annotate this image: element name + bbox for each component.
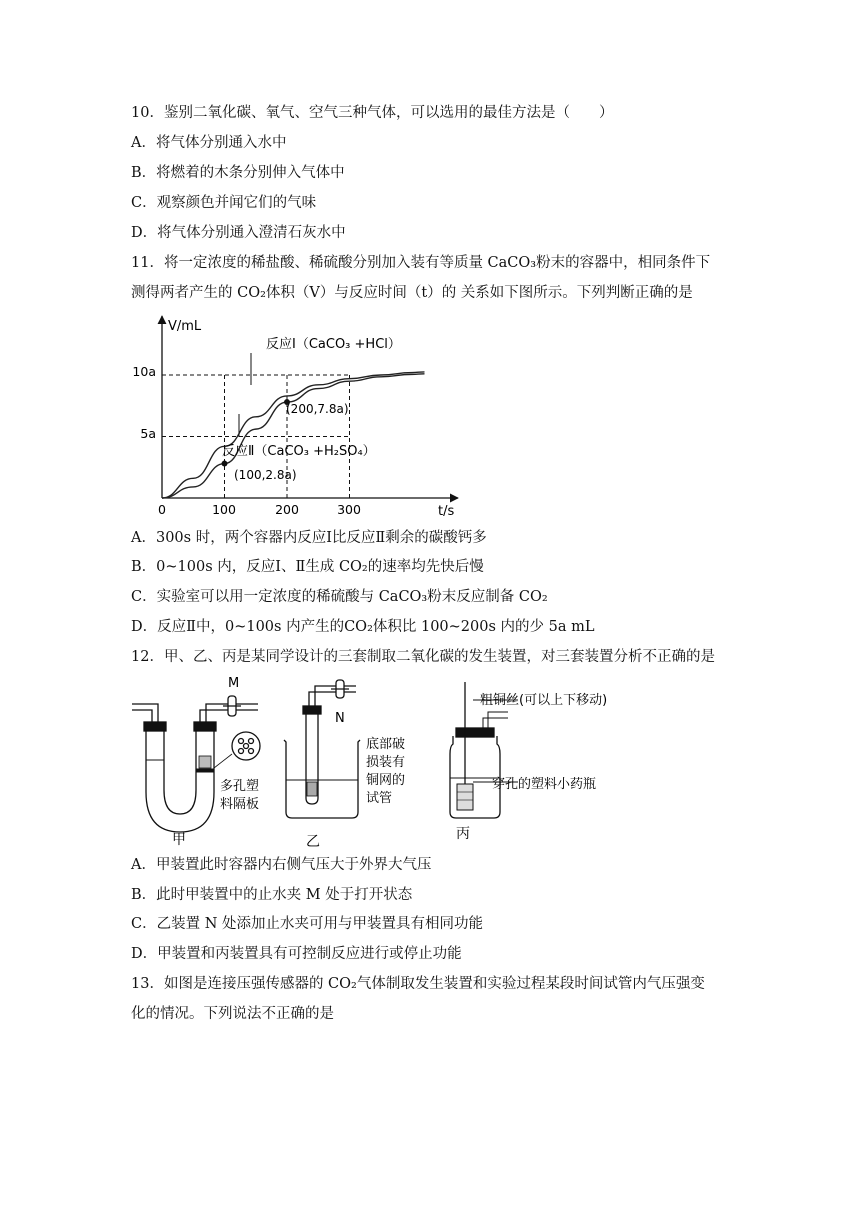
yi-note-line3: 铜网的 — [366, 773, 406, 788]
q10-stem: 10．鉴别二氧化碳、氧气、空气三种气体，可以选用的最佳方法是（ ） — [131, 105, 614, 121]
x-tick-0: 0 — [158, 502, 166, 517]
yi-stopper — [303, 706, 321, 714]
x-tick-300: 300 — [337, 502, 361, 517]
q12-stem: 12．甲、乙、丙是某同学设计的三套制取二氧化碳的发生装置，对三套装置分析不正确的是 — [131, 649, 715, 665]
jia-right-stopper — [194, 722, 216, 731]
beaker — [284, 740, 360, 818]
q12-option-d: D．甲装置和丙装置具有可控制反应进行或停止功能 — [131, 946, 462, 962]
u-tube-outer — [146, 730, 214, 832]
q10-option-b: B．将燃着的木条分别伸入气体中 — [131, 165, 345, 181]
jia-note-line2: 料隔板 — [220, 797, 260, 812]
point-100-2.8a — [222, 461, 228, 467]
apparatus-figure — [128, 672, 668, 852]
marble-chips — [199, 756, 211, 768]
q12-option-b: B．此时甲装置中的止水夹 M 处于打开状态 — [131, 887, 413, 903]
q12-option-c: C．乙装置 N 处添加止水夹可用与甲装置具有相同功能 — [131, 916, 483, 932]
yi-label: 乙 — [306, 834, 320, 850]
x-tick-100: 100 — [212, 502, 236, 517]
point-label-200: (200,7.8a) — [286, 402, 349, 416]
reaction-volume-chart — [132, 310, 466, 520]
q11-option-a: A．300s 时，两个容器内反应Ⅰ比反应Ⅱ剩余的碳酸钙多 — [131, 530, 487, 546]
bing-stopper — [456, 728, 494, 737]
y-axis-label: V/mL — [168, 319, 202, 334]
clamp-m-label: M — [228, 676, 240, 691]
x-axis-label: t/s — [438, 504, 455, 519]
y-tick-5a: 5a — [140, 426, 156, 441]
clamp-n-label: N — [335, 711, 345, 726]
bing-pipe — [483, 712, 508, 728]
x-tick-200: 200 — [275, 502, 299, 517]
perforated-vial — [457, 784, 473, 810]
q10-option-a: A．将气体分别通入水中 — [131, 135, 287, 151]
q10-option-c: C．观察颜色并闻它们的气味 — [131, 195, 317, 211]
q11-stem-line1: 11．将一定浓度的稀盐酸、稀硫酸分别加入装有等质量 CaCO₃粉末的容器中，相同条件下 — [131, 255, 711, 271]
yi-note-line1: 底部破 — [366, 737, 406, 752]
bing-label: 丙 — [456, 826, 470, 842]
yi-note-line2: 损装有 — [366, 755, 406, 770]
bing-note-line1: 粗铜丝(可以上下移动) — [480, 693, 608, 708]
yi-note-line4: 试管 — [366, 791, 393, 806]
bing-note-line2: 穿孔的塑料小药瓶 — [492, 777, 597, 792]
jia-note-line1: 多孔塑 — [220, 779, 260, 794]
copper-mesh — [307, 782, 317, 796]
porous-plate-magnified-icon — [232, 732, 260, 760]
point-label-100: (100,2.8a) — [234, 468, 297, 482]
q11-option-d: D．反应Ⅱ中，0~100s 内产生的CO₂体积比 100~200s 内的少 5a mL — [131, 619, 595, 635]
q10-option-d: D．将气体分别通入澄清石灰水中 — [131, 225, 346, 241]
y-tick-10a: 10a — [132, 364, 156, 379]
q11-option-c: C．实验室可以用一定浓度的稀硫酸与 CaCO₃粉末反应制备 CO₂ — [131, 589, 548, 605]
q11-stem-line2: 测得两者产生的 CO₂体积（V）与反应时间（t）的 关系如下图所示。下列判断正确的是 — [131, 285, 693, 301]
jia-left-stopper — [144, 722, 166, 731]
jia-left-pipe — [132, 704, 158, 722]
u-tube-inner — [164, 730, 196, 814]
q13-stem-line2: 化的情况。下列说法不正确的是 — [131, 1006, 334, 1022]
reaction-1-label: 反应Ⅰ（CaCO₃ +HCl） — [266, 337, 401, 352]
jia-label: 甲 — [172, 832, 186, 848]
reaction-2-label: 反应Ⅱ（CaCO₃ +H₂SO₄） — [222, 444, 376, 459]
q13-stem-line1: 13．如图是连接压强传感器的 CO₂气体制取发生装置和实验过程某段时间试管内气压强变 — [131, 976, 705, 992]
q11-option-b: B．0~100s 内，反应Ⅰ、Ⅱ生成 CO₂的速率均先快后慢 — [131, 559, 484, 575]
q12-option-a: A．甲装置此时容器内右侧气压大于外界大气压 — [131, 857, 432, 873]
